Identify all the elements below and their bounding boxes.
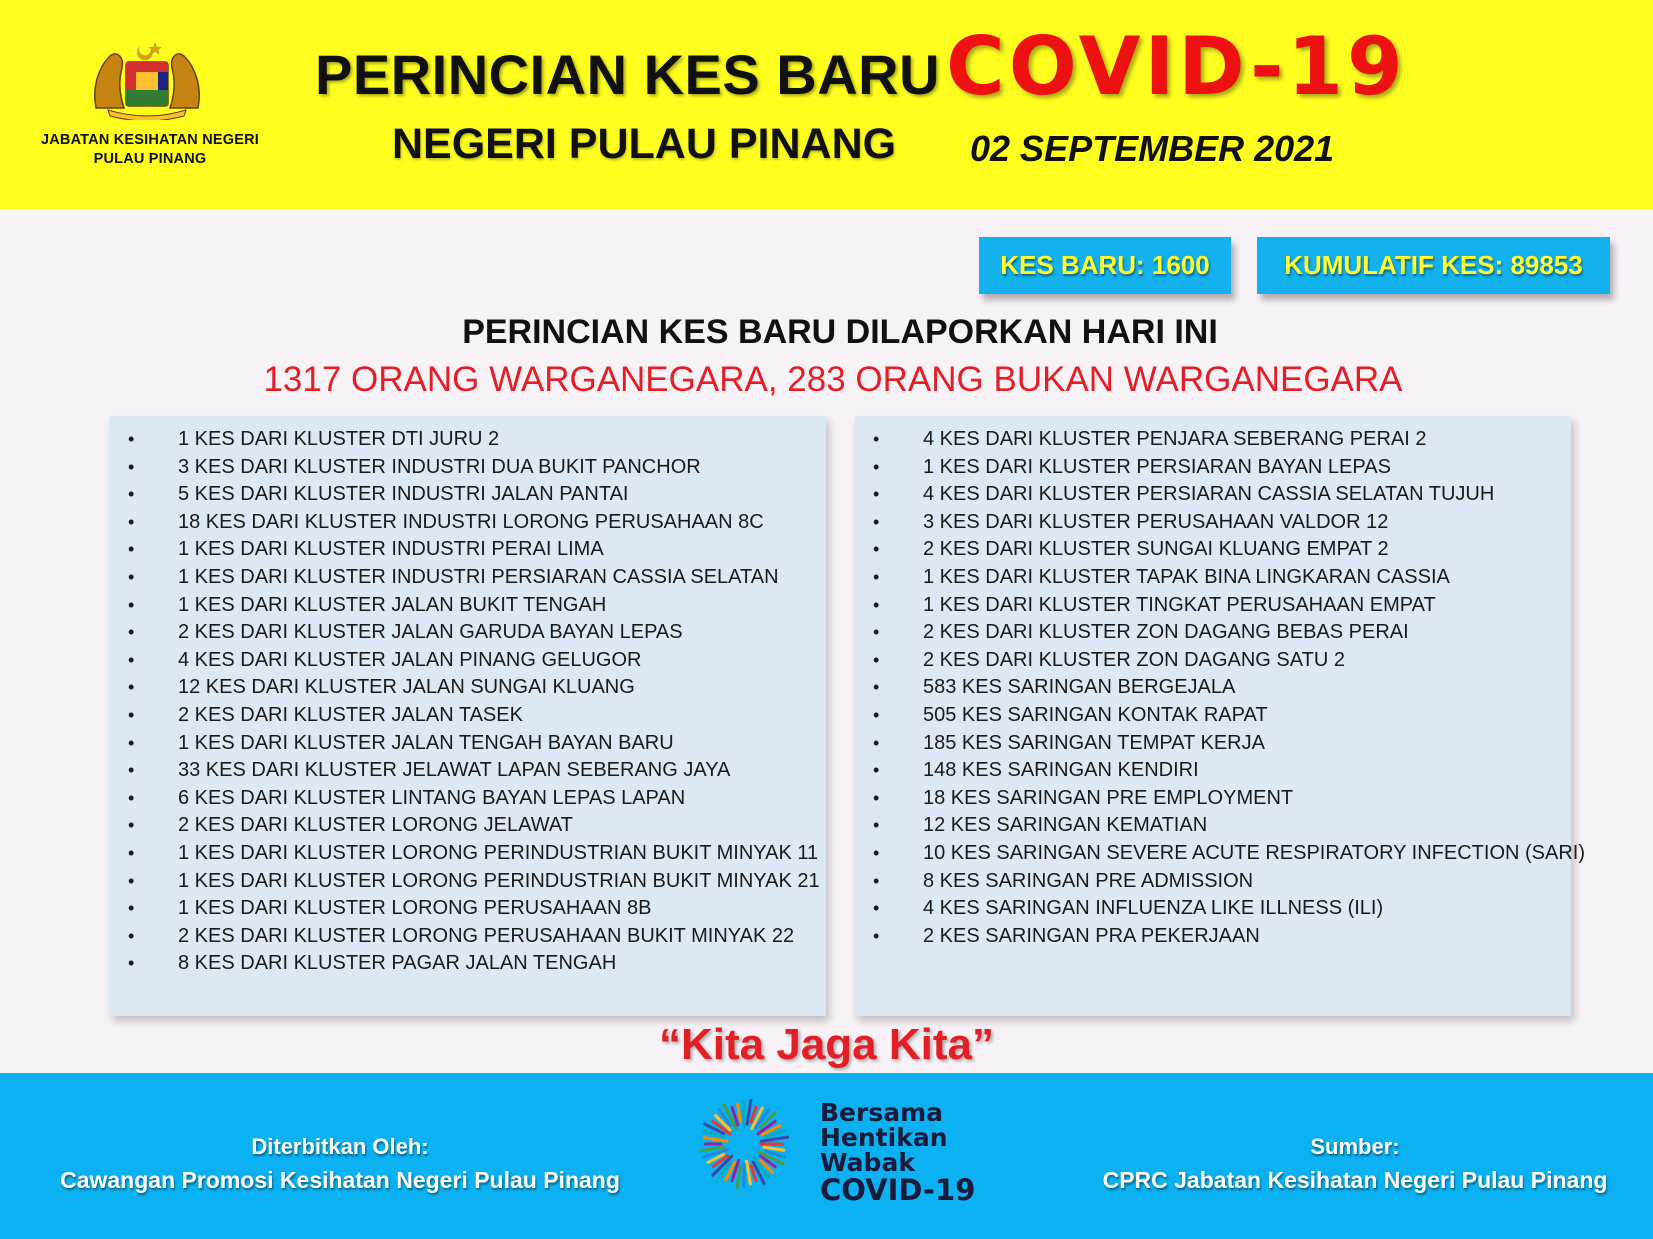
case-entry-text: 1 KES DARI KLUSTER LORONG PERINDUSTRIAN BUKIT MINYAK 11 (178, 841, 819, 864)
list-item (110, 923, 826, 951)
case-entry-text: 4 KES DARI KLUSTER PERSIARAN CASSIA SELATAN TUJUH (923, 483, 1495, 506)
burst-ray (747, 1161, 751, 1184)
list-item (110, 812, 826, 840)
case-entry-text: 8 KES DARI KLUSTER PAGAR JALAN TENGAH (178, 952, 617, 975)
bullet-icon: • (873, 511, 880, 532)
list-item (110, 509, 826, 537)
case-entry-text: 4 KES SARINGAN INFLUENZA LIKE ILLNESS (ILI) (923, 897, 1384, 920)
case-entry-text: 1 KES DARI KLUSTER PERSIARAN BAYAN LEPAS (923, 455, 1391, 478)
list-item (855, 481, 1571, 509)
campaign-line-4: COVID-19 (820, 1173, 976, 1207)
burst-ray (738, 1104, 741, 1121)
case-entry-text: 8 KES SARINGAN PRE ADMISSION (923, 869, 1254, 892)
bullet-icon: • (128, 760, 135, 781)
bullet-icon: • (128, 732, 135, 753)
case-entry-text: 12 KES SARINGAN KEMATIAN (923, 814, 1208, 837)
section-title: PERINCIAN KES BARU DILAPORKAN HARI INI (462, 313, 1218, 351)
case-entry-text: 2 KES DARI KLUSTER JALAN GARUDA BAYAN LEPAS (178, 621, 683, 644)
case-entry-text: 10 KES SARINGAN SEVERE ACUTE RESPIRATORY INFECTION (SARI) (923, 841, 1586, 864)
bullet-icon: • (128, 870, 135, 891)
bullet-icon: • (128, 842, 135, 863)
case-entry-text: 185 KES SARINGAN TEMPAT KERJA (923, 731, 1265, 754)
source-label: Sumber: (1310, 1134, 1400, 1159)
bullet-icon: • (873, 732, 880, 753)
list-item (855, 536, 1571, 564)
list-item (855, 757, 1571, 785)
list-item (110, 481, 826, 509)
right-case-panel (855, 416, 1586, 1016)
case-entry-text: 1 KES DARI KLUSTER DTI JURU 2 (178, 428, 500, 450)
case-entry-text: 2 KES DARI KLUSTER ZON DAGANG BEBAS PERAI (923, 621, 1409, 644)
case-entry-text: 6 KES DARI KLUSTER LINTANG BAYAN LEPAS LAPAN (178, 786, 686, 809)
case-entry-text: 505 KES SARINGAN KONTAK RAPAT (923, 703, 1268, 726)
case-entry-text: 3 KES DARI KLUSTER PERUSAHAAN VALDOR 12 (923, 510, 1389, 533)
list-item (110, 619, 826, 647)
coat-of-arms-icon (88, 38, 206, 120)
list-item (110, 757, 826, 785)
campaign-burst-icon (696, 1096, 792, 1192)
list-item (110, 730, 826, 758)
campaign-line-2: Hentikan (820, 1123, 948, 1152)
bullet-icon: • (873, 622, 880, 643)
list-item (855, 923, 1571, 951)
case-entry-text: 2 KES DARI KLUSTER LORONG PERUSAHAAN BUKIT MINYAK 22 (178, 924, 795, 947)
bullet-icon: • (128, 815, 135, 836)
case-entry-text: 2 KES DARI KLUSTER JALAN TASEK (178, 703, 523, 726)
case-entry-text: 3 KES DARI KLUSTER INDUSTRI DUA BUKIT PANCHOR (178, 455, 701, 478)
campaign-line-3: Wabak (820, 1148, 915, 1177)
case-entry-text: 148 KES SARINGAN KENDIRI (923, 759, 1199, 782)
bullet-icon: • (873, 787, 880, 808)
bullet-icon: • (128, 649, 135, 670)
left-case-panel (110, 416, 826, 1016)
list-item (110, 895, 826, 923)
list-item (855, 868, 1571, 896)
bullet-icon: • (128, 787, 135, 808)
case-entry-text: 1 KES DARI KLUSTER TAPAK BINA LINGKARAN CASSIA (923, 565, 1450, 588)
bullet-icon: • (873, 925, 880, 946)
campaign-logo-text (820, 1100, 975, 1205)
bullet-icon: • (128, 456, 135, 477)
list-item (110, 426, 826, 454)
list-item (855, 509, 1571, 537)
case-entry-text: 1 KES DARI KLUSTER INDUSTRI PERSIARAN CASSIA SELATAN (178, 565, 779, 588)
source-name: CPRC Jabatan Kesihatan Negeri Pulau Pinang (1102, 1167, 1608, 1193)
bullet-icon: • (873, 815, 880, 836)
list-item (855, 674, 1571, 702)
list-item (110, 592, 826, 620)
case-entry-text: 4 KES DARI KLUSTER JALAN PINANG GELUGOR (178, 648, 642, 671)
new-cases-badge: KES BARU: 1600 (979, 237, 1231, 294)
list-item (110, 840, 826, 868)
case-entry-text: 1 KES DARI KLUSTER LORONG PERUSAHAAN 8B (178, 897, 652, 920)
agency-name (20, 131, 280, 169)
list-item (110, 564, 826, 592)
burst-ray (737, 1167, 740, 1188)
list-item (110, 647, 826, 675)
list-item (855, 564, 1571, 592)
list-item (855, 619, 1571, 647)
case-entry-text: 1 KES DARI KLUSTER LORONG PERINDUSTRIAN BUKIT MINYAK 21 (178, 869, 820, 892)
case-entry-text: 18 KES DARI KLUSTER INDUSTRI LORONG PERUSAHAAN 8C (178, 510, 764, 533)
list-item (110, 674, 826, 702)
bullet-icon: • (128, 594, 135, 615)
bullet-icon: • (128, 566, 135, 587)
bullet-icon: • (873, 594, 880, 615)
agency-line-1: JABATAN KESIHATAN NEGERI (40, 132, 259, 148)
list-item (110, 950, 826, 978)
left-case-list (110, 426, 826, 978)
campaign-line-1: Bersama (820, 1098, 944, 1127)
bullet-icon: • (128, 704, 135, 725)
state-title: NEGERI PULAU PINANG (392, 120, 897, 168)
case-entry-text: 1 KES DARI KLUSTER TINGKAT PERUSAHAAN EMPAT (923, 593, 1436, 616)
case-entry-text: 1 KES DARI KLUSTER JALAN BUKIT TENGAH (178, 593, 607, 616)
bullet-icon: • (128, 925, 135, 946)
bullet-icon: • (128, 677, 135, 698)
page-title: PERINCIAN KES BARU (315, 43, 941, 106)
case-entry-text: 5 KES DARI KLUSTER INDUSTRI JALAN PANTAI (178, 483, 629, 506)
case-entry-text: 1 KES DARI KLUSTER JALAN TENGAH BAYAN BARU (178, 731, 674, 754)
bullet-icon: • (873, 484, 880, 505)
bullet-icon: • (873, 760, 880, 781)
publisher-name: Cawangan Promosi Kesihatan Negeri Pulau Pinang (60, 1167, 620, 1193)
bullet-icon: • (873, 539, 880, 560)
bullet-icon: • (128, 622, 135, 643)
case-entry-text: 2 KES DARI KLUSTER LORONG JELAWAT (178, 814, 573, 837)
bullet-icon: • (128, 539, 135, 560)
publisher-label: Diterbitkan Oleh: (251, 1134, 429, 1159)
bullet-icon: • (873, 429, 880, 449)
bullet-icon: • (128, 953, 135, 974)
list-item (855, 454, 1571, 482)
list-item (110, 702, 826, 730)
bullet-icon: • (128, 898, 135, 919)
bullet-icon: • (128, 484, 135, 505)
list-item (855, 895, 1571, 923)
list-item (110, 868, 826, 896)
bullet-icon: • (128, 511, 135, 532)
bullet-icon: • (873, 566, 880, 587)
case-entry-text: 2 KES SARINGAN PRA PEKERJAAN (923, 924, 1260, 947)
list-item (855, 785, 1571, 813)
slogan: “Kita Jaga Kita” (659, 1020, 994, 1069)
cumulative-cases-badge: KUMULATIF KES: 89853 (1257, 237, 1610, 294)
list-item (855, 702, 1571, 730)
list-item (855, 812, 1571, 840)
case-entry-text: 12 KES DARI KLUSTER JALAN SUNGAI KLUANG (178, 676, 635, 699)
bullet-icon: • (873, 898, 880, 919)
right-case-list (855, 426, 1586, 950)
list-item (855, 426, 1571, 454)
bullet-icon: • (873, 842, 880, 863)
case-entry-text: 18 KES SARINGAN PRE EMPLOYMENT (923, 786, 1294, 809)
bullet-icon: • (873, 649, 880, 670)
citizenship-breakdown: 1317 ORANG WARGANEGARA, 283 ORANG BUKAN WARGANEGARA (263, 360, 1403, 399)
list-item (855, 730, 1571, 758)
bullet-icon: • (873, 677, 880, 698)
list-item (855, 840, 1586, 868)
case-entry-text: 2 KES DARI KLUSTER ZON DAGANG SATU 2 (923, 648, 1345, 671)
list-item (110, 454, 826, 482)
list-item (855, 647, 1571, 675)
case-entry-text: 1 KES DARI KLUSTER INDUSTRI PERAI LIMA (178, 538, 604, 561)
case-entry-text: 2 KES DARI KLUSTER SUNGAI KLUANG EMPAT 2 (923, 538, 1389, 561)
list-item (110, 536, 826, 564)
case-entry-text: 33 KES DARI KLUSTER JELAWAT LAPAN SEBERANG JAYA (178, 759, 731, 782)
bullet-icon: • (873, 704, 880, 725)
agency-line-2: PULAU PINANG (93, 151, 207, 167)
covid-title: COVID-19 (946, 20, 1407, 113)
bullet-icon: • (873, 870, 880, 891)
case-entry-text: 583 KES SARINGAN BERGEJALA (923, 676, 1236, 699)
list-item (855, 592, 1571, 620)
bullet-icon: • (873, 456, 880, 477)
list-item (110, 785, 826, 813)
bullet-icon: • (128, 429, 135, 449)
report-date: 02 SEPTEMBER 2021 (970, 128, 1335, 169)
case-entry-text: 4 KES DARI KLUSTER PENJARA SEBERANG PERAI 2 (923, 428, 1427, 450)
